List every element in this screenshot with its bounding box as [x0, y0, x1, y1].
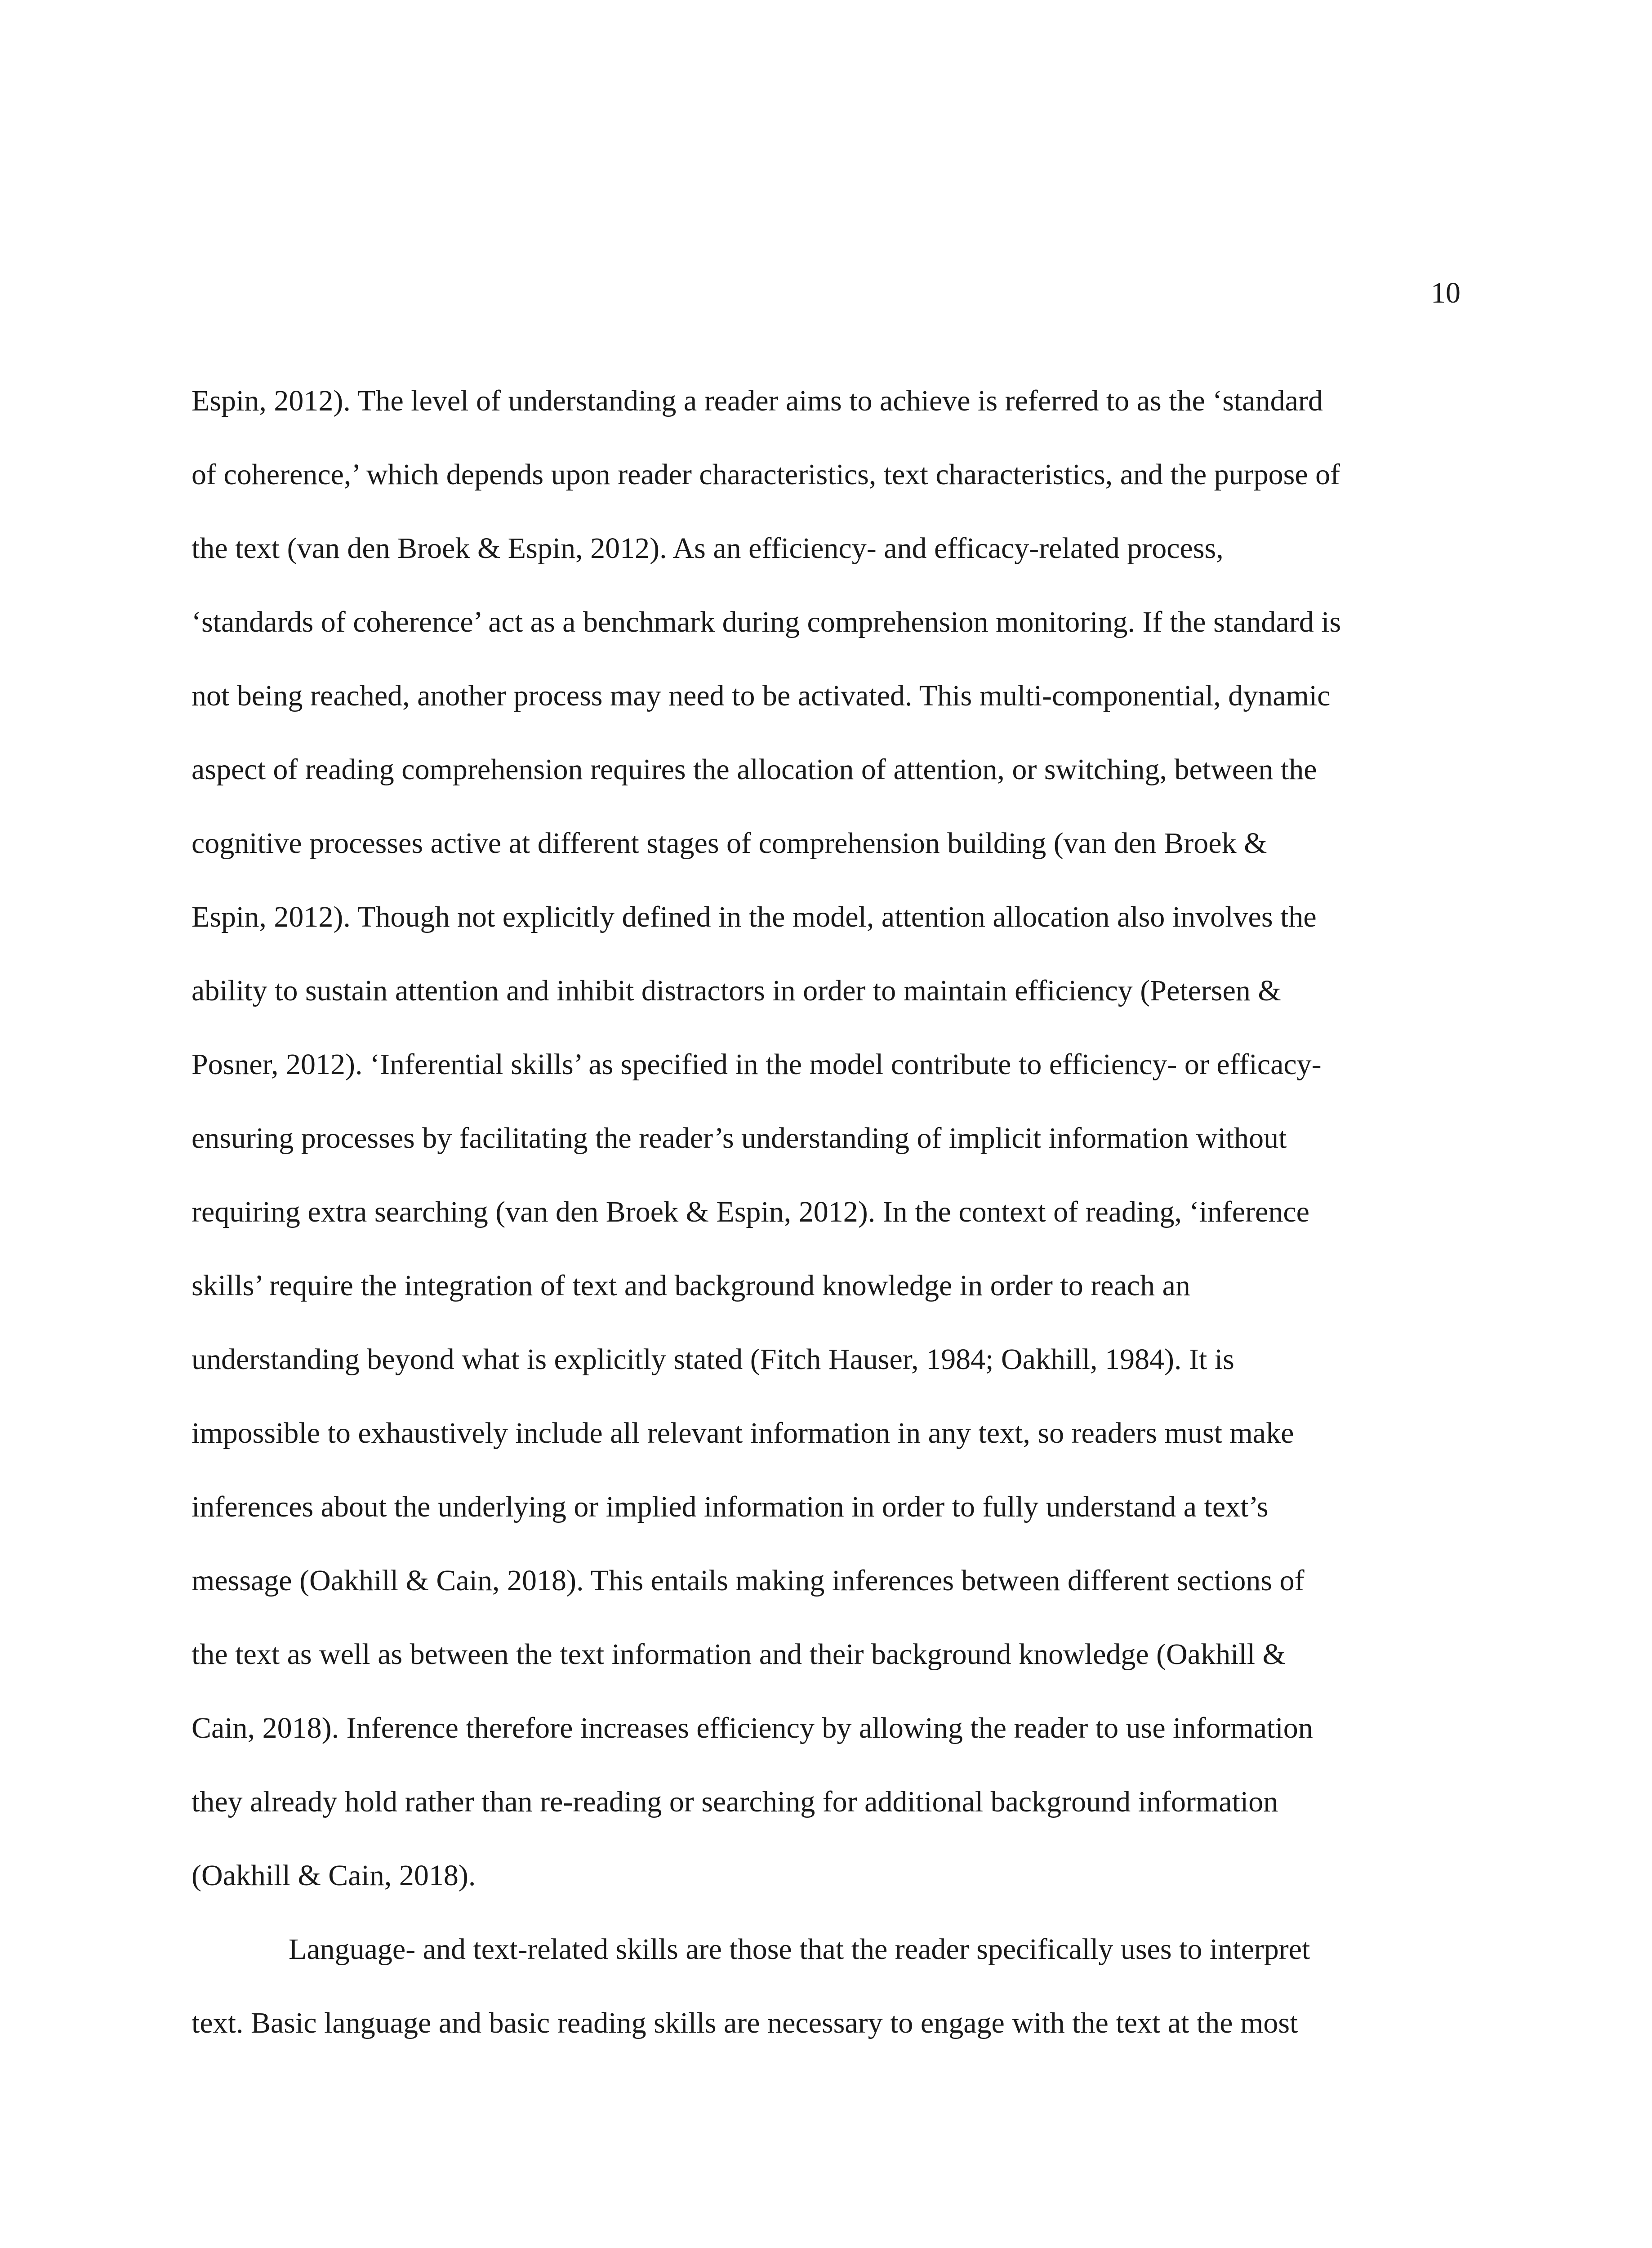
text-line: Posner, 2012). ‘Inferential skills’ as specified in the model contribute to efficiency- or efficacy-: [191, 1048, 1322, 1081]
text-line: Cain, 2018). Inference therefore increases efficiency by allowing the reader to use information: [191, 1712, 1313, 1744]
text-line: not being reached, another process may need to be activated. This multi-componential, dynamic: [191, 679, 1331, 712]
text-line: they already hold rather than re-reading or searching for additional background information: [191, 1785, 1278, 1818]
text-line: message (Oakhill & Cain, 2018). This entails making inferences between different sections of: [191, 1564, 1305, 1597]
text-line: of coherence,’ which depends upon reader characteristics, text characteristics, and the purpose of: [191, 458, 1340, 491]
text-line: ensuring processes by facilitating the reader’s understanding of implicit information without: [191, 1122, 1287, 1155]
text-line: inferences about the underlying or implied information in order to fully understand a text’s: [191, 1490, 1269, 1523]
text-line: text. Basic language and basic reading skills are necessary to engage with the text at the most: [191, 2007, 1298, 2039]
page-number: 10: [1431, 277, 1461, 309]
text-line: (Oakhill & Cain, 2018).: [191, 1859, 476, 1892]
text-line: skills’ require the integration of text and background knowledge in order to reach an: [191, 1269, 1190, 1302]
text-line: ability to sustain attention and inhibit distractors in order to maintain efficiency (Petersen &: [191, 974, 1281, 1007]
text-line: the text (van den Broek & Espin, 2012). As an efficiency- and efficacy-related process,: [191, 532, 1224, 565]
text-line: aspect of reading comprehension requires the allocation of attention, or switching, between the: [191, 753, 1317, 786]
text-line: ‘standards of coherence’ act as a benchmark during comprehension monitoring. If the standard is: [191, 606, 1341, 638]
text-line: impossible to exhaustively include all relevant information in any text, so readers must make: [191, 1417, 1294, 1450]
text-line: Espin, 2012). Though not explicitly defined in the model, attention allocation also involves the: [191, 901, 1317, 933]
text-line: cognitive processes active at different stages of comprehension building (van den Broek &: [191, 827, 1267, 860]
body-text: [191, 364, 1486, 2060]
paragraph-first-line: Language- and text-related skills are those that the reader specifically uses to interpret: [289, 1933, 1310, 1966]
text-line: the text as well as between the text information and their background knowledge (Oakhill &: [191, 1638, 1286, 1671]
text-line: requiring extra searching (van den Broek & Espin, 2012). In the context of reading, ‘inference: [191, 1195, 1309, 1228]
text-line: understanding beyond what is explicitly stated (Fitch Hauser, 1984; Oakhill, 1984). It is: [191, 1343, 1234, 1376]
text-line: Espin, 2012). The level of understanding a reader aims to achieve is referred to as the ‘standard: [191, 384, 1323, 417]
